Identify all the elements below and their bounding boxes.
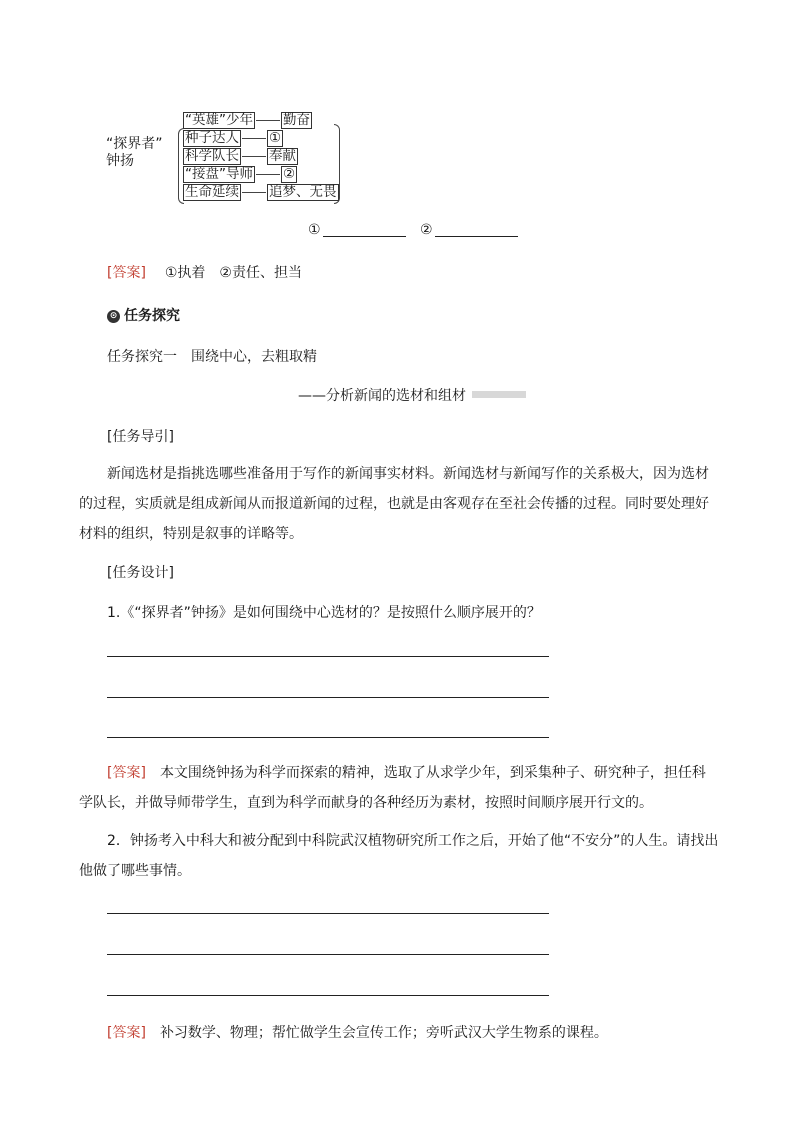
answer-label: [答案] bbox=[107, 265, 146, 281]
row-value: 追梦、无畏 bbox=[269, 183, 337, 200]
blank2-line[interactable] bbox=[435, 236, 518, 237]
diagram-root bbox=[106, 136, 163, 170]
answer-label: [答案] bbox=[107, 765, 146, 781]
diagram-row bbox=[183, 166, 297, 182]
answer-text: 本文围绕钟扬为科学而探索的精神，选取了从求学少年，到采集种子、研究种子，担任科学队长，并做导师带学生，直到为科学而献身的各种经历为素材，按照时间顺序展开行文的。 bbox=[79, 765, 706, 811]
task-title: 任务探究一 围绕中心，去粗取精 bbox=[107, 349, 317, 365]
answer-write-line[interactable] bbox=[107, 995, 549, 996]
answer-2-block bbox=[79, 758, 719, 818]
guide-paragraph: 新闻选材是指挑选哪些准备用于写作的新闻事实材料。新闻选材与新闻写作的关系极大，因为选材的过程，实质就是组成新闻从而报道新闻的过程，也就是由客观存在至社会传播的过程。同时要处理好材料的组织，特别是叙事的详略等。 bbox=[79, 466, 709, 542]
section-title: 任务探究 bbox=[124, 308, 180, 324]
answer-3-block bbox=[107, 1022, 608, 1042]
connector-dash bbox=[242, 156, 266, 157]
row-label-box: “英雄”少年 bbox=[185, 111, 253, 128]
row-value: 奉献 bbox=[269, 147, 296, 164]
task-subtitle: ——分析新闻的选材和组材 bbox=[298, 388, 466, 404]
blank1-label: ① bbox=[308, 222, 321, 238]
diagram-root-line1: “探界者” bbox=[106, 136, 163, 152]
decorative-bar bbox=[472, 391, 526, 398]
diagram-row bbox=[183, 184, 339, 200]
design-header: [任务设计] bbox=[107, 565, 174, 581]
connector-dash bbox=[256, 174, 280, 175]
row-value: ① bbox=[269, 129, 282, 146]
answer-label: [答案] bbox=[107, 1025, 146, 1041]
answer-write-line[interactable] bbox=[107, 954, 549, 955]
row-value: ② bbox=[283, 165, 296, 182]
answer-write-line[interactable] bbox=[107, 656, 549, 657]
row-label-box: 种子达人 bbox=[185, 129, 239, 146]
question-2: 2．钟扬考入中科大和被分配到中科院武汉植物研究所工作之后，开始了他“不安分”的人生。请找出他做了哪些事情。 bbox=[79, 833, 719, 879]
diagram-row bbox=[183, 112, 312, 128]
connector-dash bbox=[242, 138, 266, 139]
structure-diagram bbox=[106, 108, 346, 203]
question-1: 1.《“探界者”钟扬》是如何围绕中心选材的？是按照什么顺序展开的？ bbox=[107, 605, 541, 621]
row-value: 勤奋 bbox=[283, 111, 310, 128]
answer-write-line[interactable] bbox=[107, 697, 549, 698]
connector-dash bbox=[256, 120, 280, 121]
blank2-label: ② bbox=[420, 222, 433, 238]
row-label-box: 科学队长 bbox=[185, 147, 239, 164]
diagram-row bbox=[183, 148, 298, 164]
diagram-root-line2: 钟扬 bbox=[106, 153, 134, 169]
answer-write-line[interactable] bbox=[107, 737, 549, 738]
search-icon: ⊙ bbox=[107, 310, 120, 323]
diagram-row bbox=[183, 130, 283, 146]
answer-text: ①执着 ②责任、担当 bbox=[164, 265, 302, 281]
guide-header: [任务导引] bbox=[107, 429, 174, 445]
diagram-rows bbox=[183, 112, 343, 202]
answer-1 bbox=[107, 262, 302, 282]
answer-text: 补习数学、物理；帮忙做学生会宣传工作；旁听武汉大学生物系的课程。 bbox=[159, 1025, 608, 1041]
connector-dash bbox=[242, 192, 266, 193]
section-header bbox=[107, 305, 180, 325]
blank1-line[interactable] bbox=[323, 236, 406, 237]
row-label-box: 生命延续 bbox=[185, 183, 239, 200]
answer-write-line[interactable] bbox=[107, 913, 549, 914]
row-label-box: “接盘”导师 bbox=[185, 165, 253, 182]
